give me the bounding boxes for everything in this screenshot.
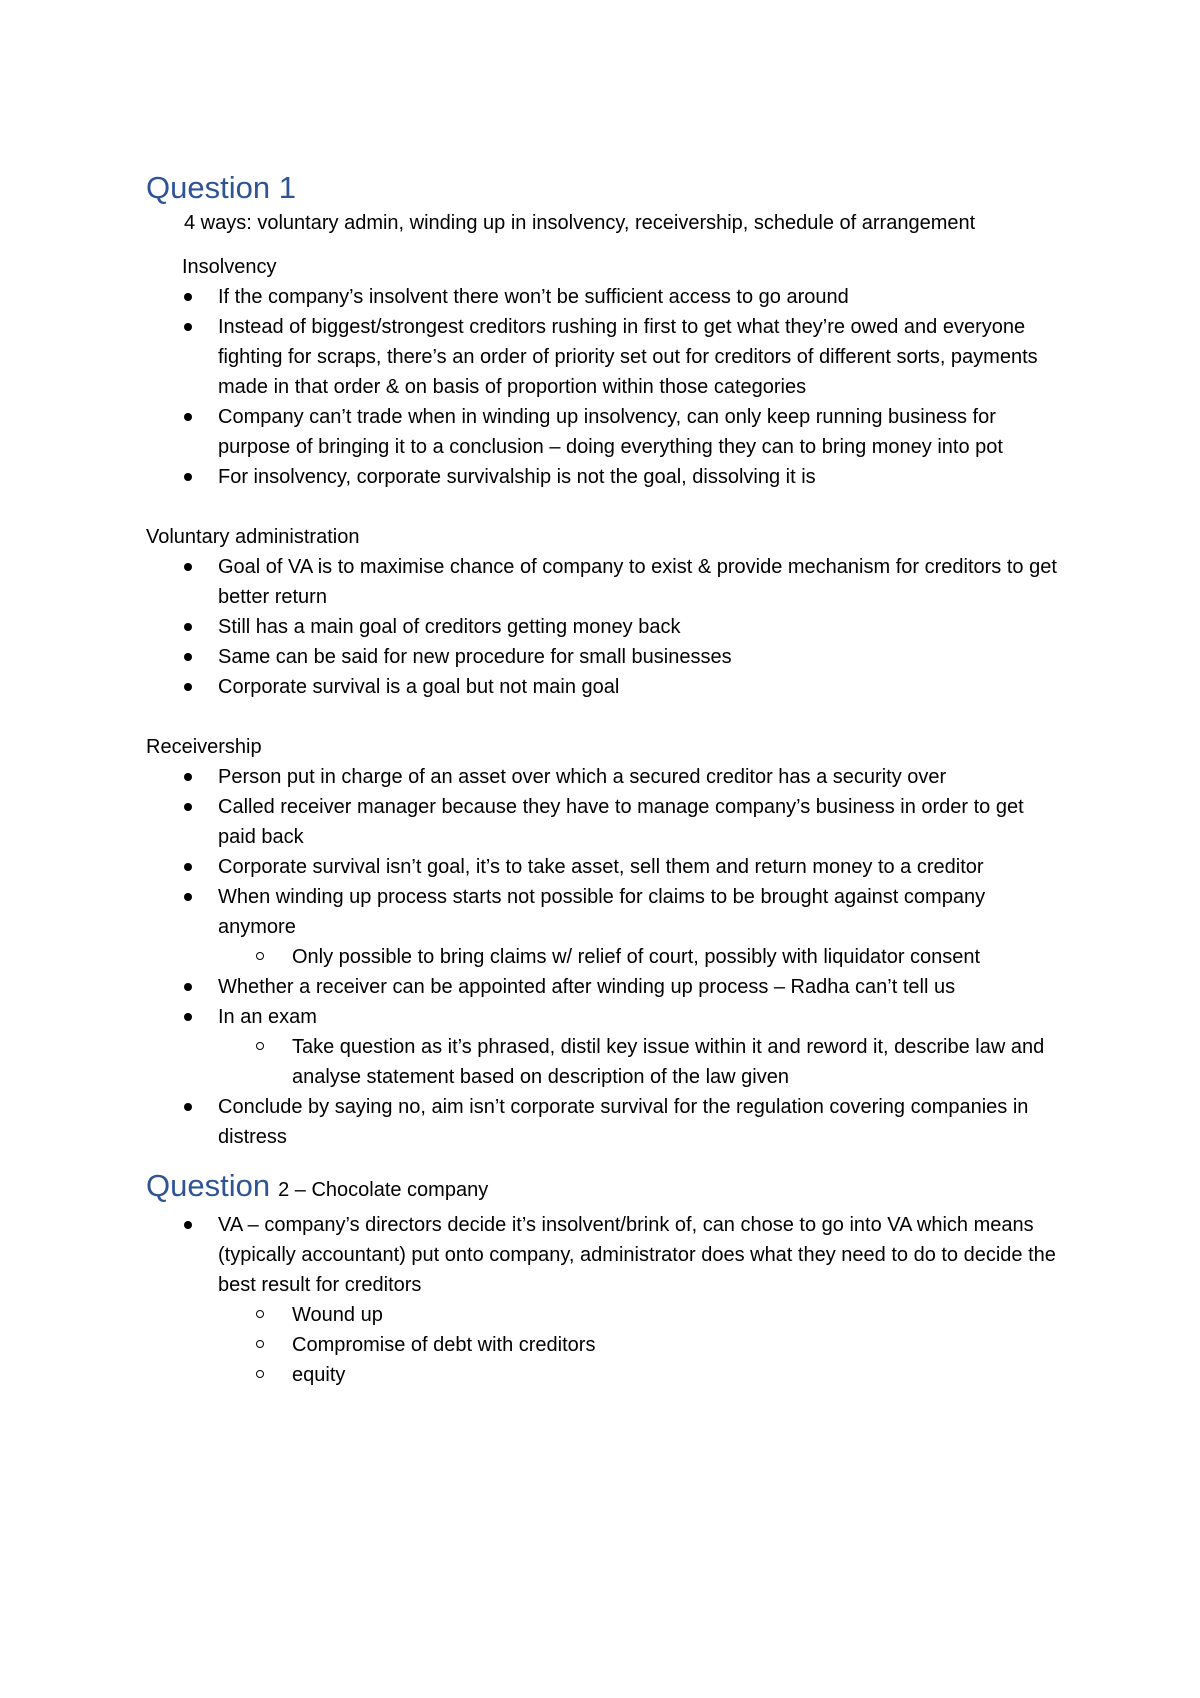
document-body	[146, 168, 1066, 1390]
sub-list-item: Compromise of debt with creditors	[146, 1330, 1066, 1360]
spacer	[146, 1152, 1066, 1166]
list-item: VA – company’s directors decide it’s insolvent/brink of, can chose to go into VA which means (typically accountant) put onto company, administrator does what they need to do to decide the best result for creditors	[146, 1210, 1066, 1300]
insolvency-label: Insolvency	[182, 256, 277, 278]
bullet-icon	[184, 983, 192, 991]
bullet-icon	[184, 653, 192, 661]
hollow-bullet-icon	[256, 1310, 264, 1318]
list-item: For insolvency, corporate survivalship is not the goal, dissolving it is	[146, 462, 1066, 492]
question-2-list	[146, 1210, 1066, 1300]
list-item: If the company’s insolvent there won’t be sufficient access to go around	[146, 282, 1066, 312]
list-item: When winding up process starts not possible for claims to be brought against company anymore	[146, 882, 1066, 942]
sub-list-item: Take question as it’s phrased, distil key issue within it and reword it, describe law and analyse statement based on description of the law given	[146, 1032, 1066, 1092]
bullet-icon	[184, 563, 192, 571]
question-2-heading	[146, 1166, 1066, 1210]
spacer	[146, 492, 1066, 522]
voluntary-administration-label: Voluntary administration	[146, 526, 360, 548]
bullet-icon	[184, 623, 192, 631]
receivership-label: Receivership	[146, 736, 262, 758]
list-item: Goal of VA is to maximise chance of company to exist & provide mechanism for creditors to get better return	[146, 552, 1066, 612]
list-item: Person put in charge of an asset over which a secured creditor has a security over	[146, 762, 1066, 792]
list-item: Still has a main goal of creditors getting money back	[146, 612, 1066, 642]
question-1-intro: 4 ways: voluntary admin, winding up in insolvency, receivership, schedule of arrangement	[184, 212, 976, 234]
exam-sublist	[146, 1032, 1066, 1092]
list-item: Corporate survival isn’t goal, it’s to take asset, sell them and return money to a creditor	[146, 852, 1066, 882]
list-item: Whether a receiver can be appointed after winding up process – Radha can’t tell us	[146, 972, 1066, 1002]
bullet-icon	[184, 1103, 192, 1111]
bullet-icon	[184, 1221, 192, 1229]
hollow-bullet-icon	[256, 1340, 264, 1348]
bullet-icon	[184, 803, 192, 811]
receivership-list	[146, 762, 1066, 942]
hollow-bullet-icon	[256, 1370, 264, 1378]
spacer	[146, 702, 1066, 732]
receivership-list-continued	[146, 972, 1066, 1032]
spacer	[146, 238, 1066, 252]
sub-list-item: equity	[146, 1360, 1066, 1390]
bullet-icon	[184, 413, 192, 421]
hollow-bullet-icon	[256, 1042, 264, 1050]
question-2-heading-suffix: 2 – Chocolate company	[278, 1179, 489, 1201]
list-item: Same can be said for new procedure for small businesses	[146, 642, 1066, 672]
question-2-heading-text: Question	[146, 1168, 271, 1203]
question-1-heading: Question 1	[146, 170, 296, 205]
bullet-icon	[184, 773, 192, 781]
list-item: Instead of biggest/strongest creditors rushing in first to get what they’re owed and everyone fighting for scraps, there’s an order of priority set out for creditors of different sorts, payments made in that order & on basis of proportion within those categories	[146, 312, 1066, 402]
bullet-icon	[184, 893, 192, 901]
bullet-icon	[184, 863, 192, 871]
voluntary-administration-list	[146, 552, 1066, 702]
bullet-icon	[184, 1013, 192, 1021]
list-item: Company can’t trade when in winding up insolvency, can only keep running business for purpose of bringing it to a conclusion – doing everything they can to bring money into pot	[146, 402, 1066, 462]
hollow-bullet-icon	[256, 952, 264, 960]
list-item: Conclude by saying no, aim isn’t corporate survival for the regulation covering companies in distress	[146, 1092, 1066, 1152]
question-2-sublist	[146, 1300, 1066, 1390]
bullet-icon	[184, 683, 192, 691]
bullet-icon	[184, 293, 192, 301]
insolvency-list	[146, 282, 1066, 492]
bullet-icon	[184, 473, 192, 481]
list-item: In an exam	[146, 1002, 1066, 1032]
receivership-list-final	[146, 1092, 1066, 1152]
sub-list-item: Wound up	[146, 1300, 1066, 1330]
list-item: Corporate survival is a goal but not main goal	[146, 672, 1066, 702]
receivership-sublist	[146, 942, 1066, 972]
bullet-icon	[184, 323, 192, 331]
list-item: Called receiver manager because they have to manage company’s business in order to get paid back	[146, 792, 1066, 852]
sub-list-item: Only possible to bring claims w/ relief of court, possibly with liquidator consent	[146, 942, 1066, 972]
